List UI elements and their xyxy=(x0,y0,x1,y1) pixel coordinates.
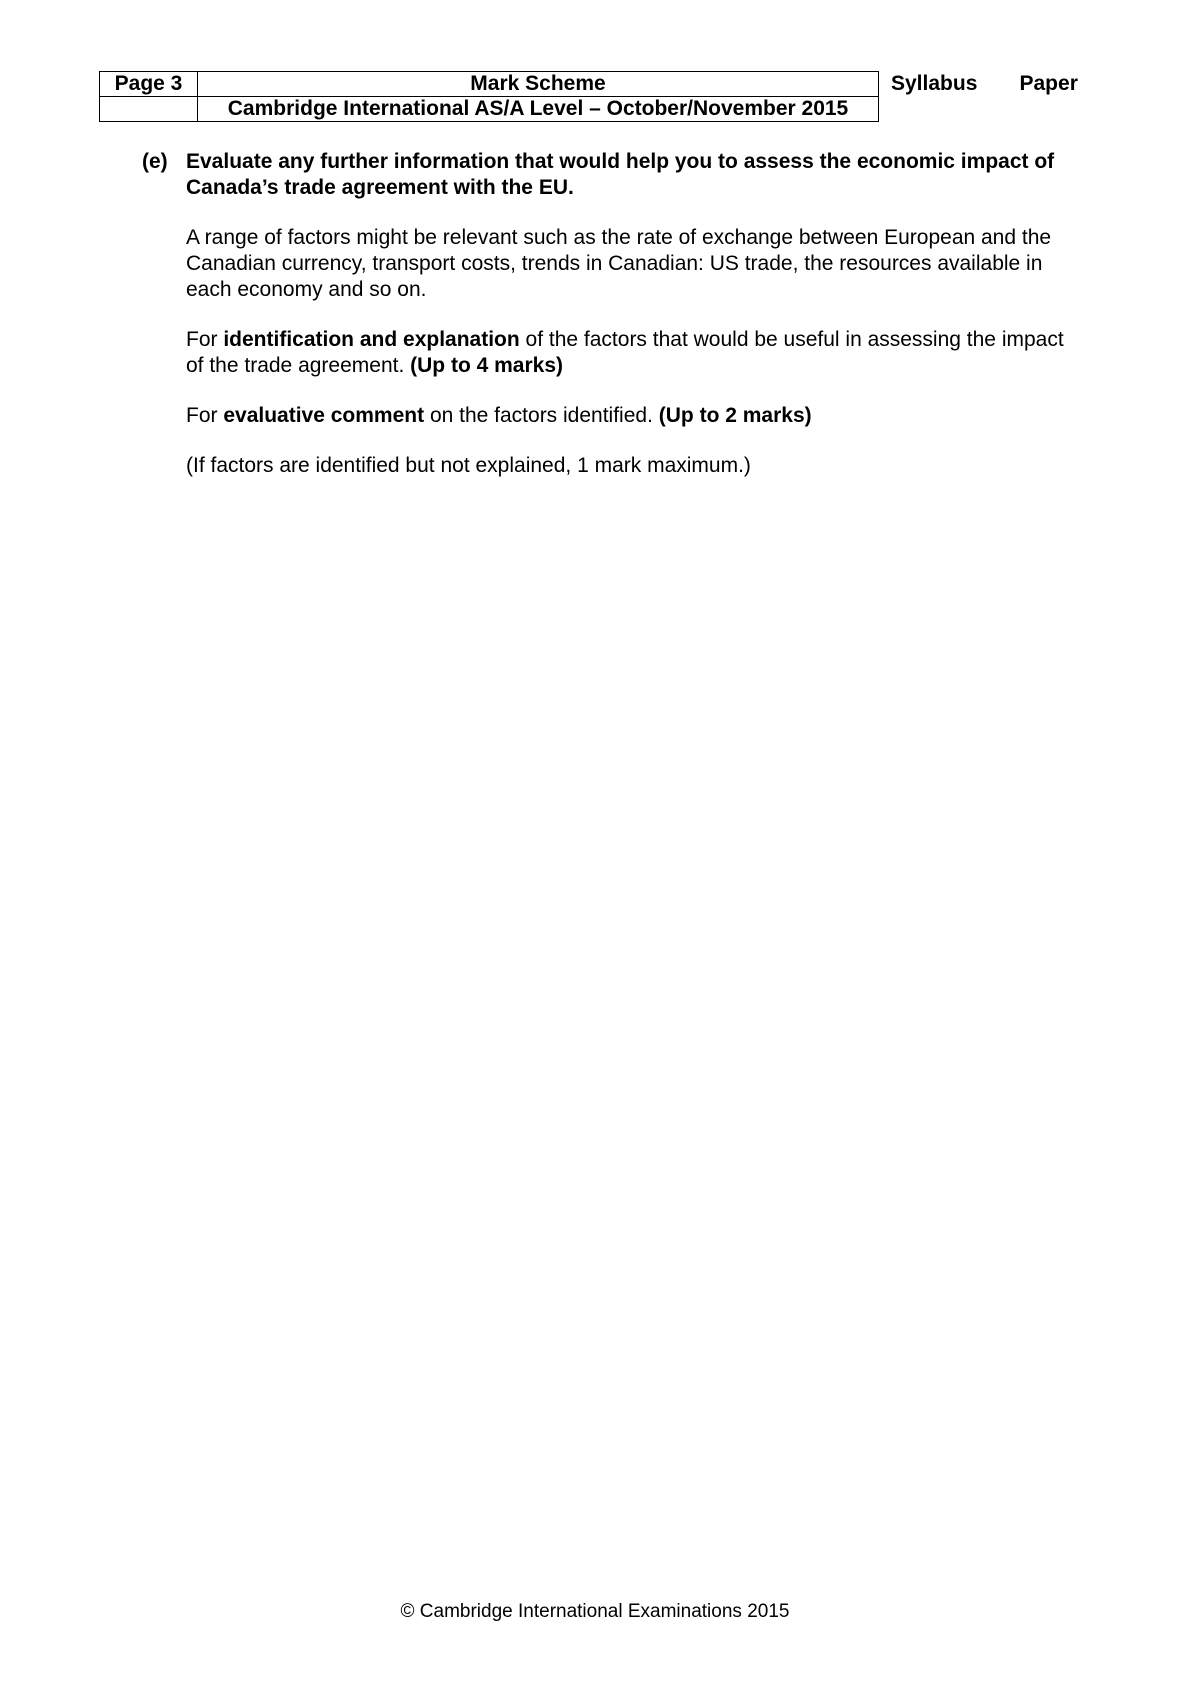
empty-cell xyxy=(879,97,998,122)
document-title: Mark Scheme xyxy=(198,72,879,97)
text-segment: on the factors identified. xyxy=(424,404,659,427)
bold-term: evaluative comment xyxy=(223,404,425,427)
answer-paragraph-identification xyxy=(186,327,1086,379)
marks-allocation: (Up to 2 marks) xyxy=(658,404,812,427)
answer-paragraph-factors: A range of factors might be relevant such as the rate of exchange between European and the Canadian currency, transport costs, trends in Canadian: US trade, the resources available in each economy and so on. xyxy=(186,226,1052,301)
question-label: (e) xyxy=(142,150,168,173)
answer-paragraph-evaluation xyxy=(186,403,1086,429)
header-row-2 xyxy=(100,97,1084,122)
marks-allocation: (Up to 4 marks) xyxy=(410,354,564,377)
text-segment: For xyxy=(186,404,224,427)
footer-copyright: © Cambridge International Examinations 2015 xyxy=(400,1601,790,1622)
bold-term: identification and explanation xyxy=(223,328,520,351)
paper-label: Paper xyxy=(1019,72,1078,95)
question-body xyxy=(186,149,1086,479)
header-row-1 xyxy=(100,72,1084,97)
text-segment: of the factors that would be useful in assessing the impact of the trade agreement. xyxy=(186,328,1064,377)
document-subtitle: Cambridge International AS/A Level – October/November 2015 xyxy=(198,97,879,122)
question-heading: Evaluate any further information that would help you to assess the economic impact of Canada’s trade agreement with the EU. xyxy=(186,150,1055,199)
syllabus-label: Syllabus xyxy=(891,72,978,95)
text-segment: For xyxy=(186,328,224,351)
empty-cell xyxy=(100,97,198,122)
header-table xyxy=(99,71,1084,122)
page-number: Page 3 xyxy=(100,72,198,97)
answer-paragraph-note: (If factors are identified but not explained, 1 mark maximum.) xyxy=(186,454,751,477)
empty-cell xyxy=(998,97,1084,122)
